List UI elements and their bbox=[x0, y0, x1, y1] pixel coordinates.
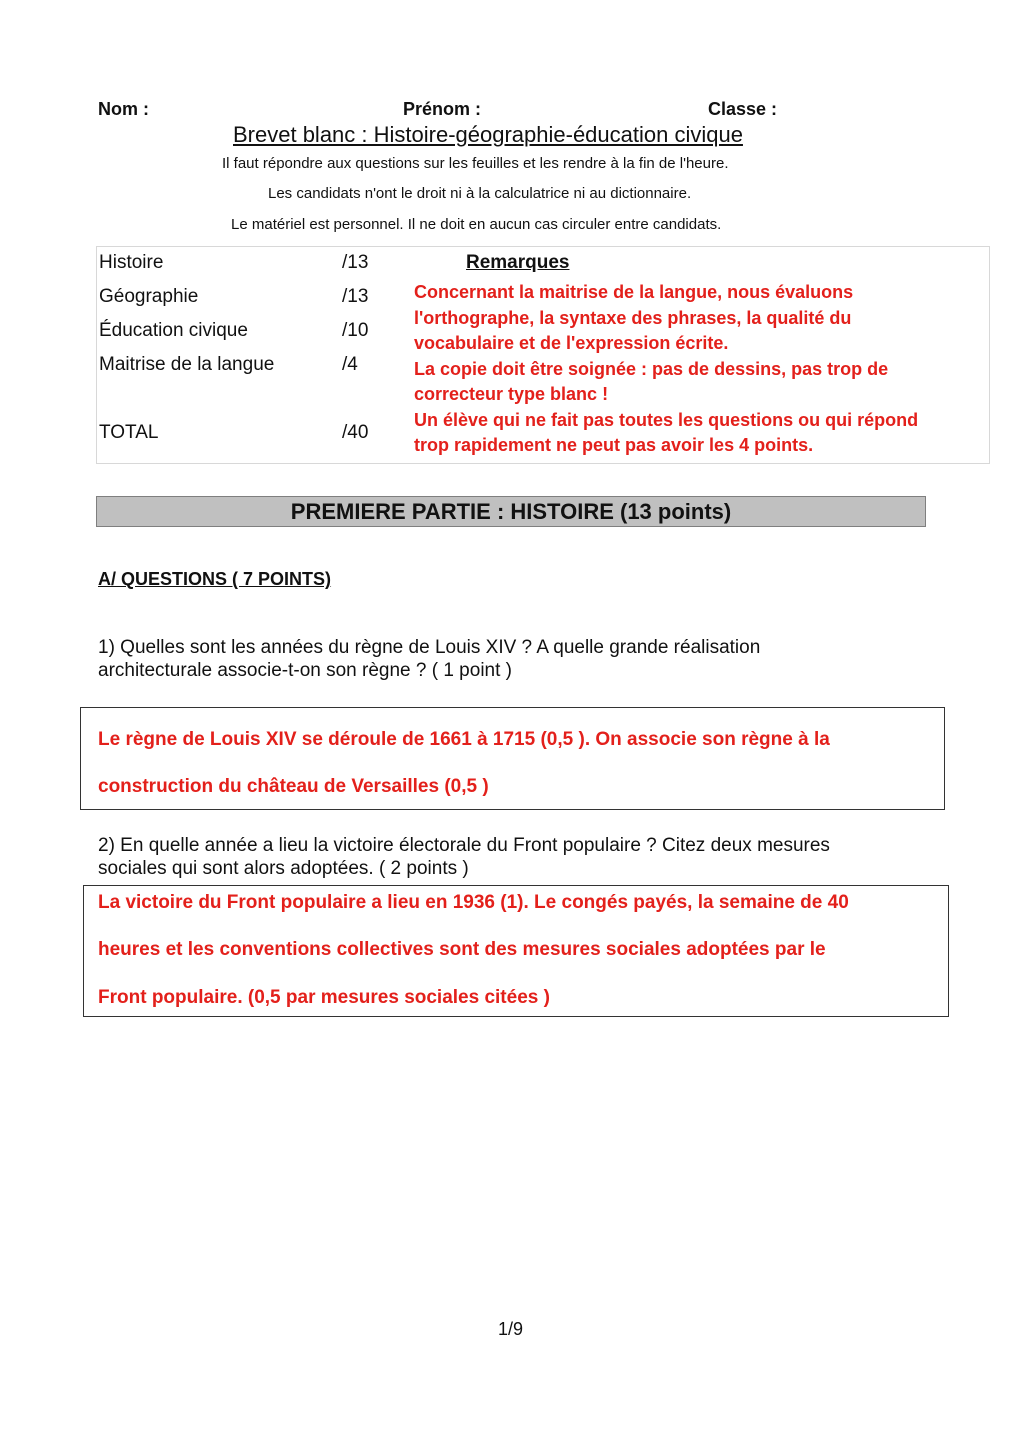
answer-2-line-1: La victoire du Front populaire a lieu en 1936 (1). Le congés payés, la semaine de 40 bbox=[98, 892, 849, 913]
class-label: Classe : bbox=[708, 99, 778, 119]
grade-subject-histoire: Histoire bbox=[99, 252, 164, 273]
remarks-block bbox=[414, 280, 918, 459]
answer-1-line-2: construction du château de Versailles (0,5 ) bbox=[98, 776, 489, 797]
document-title: Brevet blanc : Histoire-géographie-éducation civique bbox=[233, 122, 743, 147]
grade-points-civique: /10 bbox=[342, 320, 369, 341]
instruction-2: Les candidats n'ont le droit ni à la calculatrice ni au dictionnaire. bbox=[268, 185, 692, 202]
answer-2-line-2: heures et les conventions collectives sont des mesures sociales adoptées par le bbox=[98, 939, 826, 960]
remark-line: vocabulaire et de l'expression écrite. bbox=[414, 333, 729, 353]
section-title: PREMIERE PARTIE : HISTOIRE (13 points) bbox=[290, 499, 732, 524]
question-line: sociales qui sont alors adoptées. ( 2 points ) bbox=[98, 858, 469, 879]
firstname-label: Prénom : bbox=[403, 99, 482, 119]
grade-points-total: /40 bbox=[342, 422, 369, 443]
remarks-title: Remarques bbox=[466, 252, 570, 273]
grade-subject-geographie: Géographie bbox=[99, 286, 199, 307]
instruction-1: Il faut répondre aux questions sur les feuilles et les rendre à la fin de l'heure. bbox=[222, 155, 729, 172]
answer-2-line-3: Front populaire. (0,5 par mesures sociales citées ) bbox=[98, 987, 550, 1008]
grade-points-histoire: /13 bbox=[342, 252, 369, 273]
question-1 bbox=[98, 636, 760, 682]
remark-line: Concernant la maitrise de la langue, nous évaluons bbox=[414, 282, 854, 302]
question-line: 1) Quelles sont les années du règne de Louis XIV ? A quelle grande réalisation bbox=[98, 637, 761, 658]
remark-line: l'orthographe, la syntaxe des phrases, la qualité du bbox=[414, 307, 852, 328]
question-line: 2) En quelle année a lieu la victoire électorale du Front populaire ? Citez deux mesures bbox=[98, 835, 830, 856]
grade-subject-total: TOTAL bbox=[99, 422, 159, 443]
remark-line: trop rapidement ne peut pas avoir les 4 points. bbox=[414, 435, 814, 455]
remark-line: Un élève qui ne fait pas toutes les questions ou qui répond bbox=[414, 409, 919, 430]
question-line: architecturale associe-t-on son règne ? ( 1 point ) bbox=[98, 660, 512, 681]
section-title-bar bbox=[96, 496, 926, 527]
remark-line: La copie doit être soignée : pas de dessins, pas trop de bbox=[414, 358, 889, 379]
question-2 bbox=[98, 834, 830, 880]
subsection-title: A/ QUESTIONS ( 7 POINTS) bbox=[98, 569, 332, 589]
answer-1-line-1: Le règne de Louis XIV se déroule de 1661 à 1715 (0,5 ). On associe son règne à la bbox=[98, 729, 830, 750]
name-label: Nom : bbox=[98, 99, 149, 119]
remark-line: correcteur type blanc ! bbox=[414, 384, 609, 404]
grade-points-langue: /4 bbox=[342, 354, 358, 375]
grade-points-geographie: /13 bbox=[342, 286, 369, 307]
grade-subject-civique: Éducation civique bbox=[99, 320, 248, 341]
page-number: 1/9 bbox=[498, 1319, 524, 1339]
grade-subject-langue: Maitrise de la langue bbox=[99, 354, 275, 375]
instruction-3: Le matériel est personnel. Il ne doit en aucun cas circuler entre candidats. bbox=[231, 216, 722, 233]
